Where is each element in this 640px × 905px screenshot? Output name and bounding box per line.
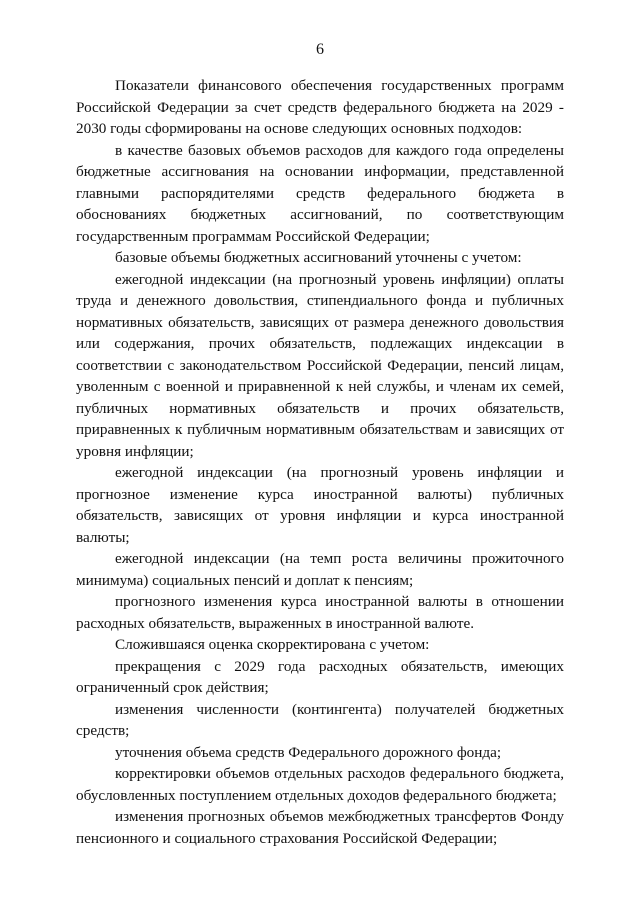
paragraph-annual-indexation-subsistence: ежегодной индексации (на темп роста величины прожиточного минимума) социальных пенсий и доплат к пенсиям;: [76, 550, 564, 589]
paragraph-estimate-adjusted: Сложившаяся оценка скорректирована с учетом:: [115, 636, 430, 653]
paragraph-annual-indexation-currency: ежегодной индексации (на прогнозный уровень инфляции и прогнозное изменение курса иностранной валюты) публичных обязательств, зависящих от уровня инфляции и курса иностранной валюты;: [76, 464, 564, 546]
paragraph-expense-adjustment: корректировки объемов отдельных расходов федерального бюджета, обусловленных поступлением отдельных доходов федерального бюджета;: [76, 765, 564, 804]
paragraph-base-volumes: в качестве базовых объемов расходов для каждого года определены бюджетные ассигнования на основании информации, представленной главными распорядителями средств федерального бюджета в обоснованиях бюджетных ассигнований, по соответствующим государственным программам Российской Федерации;: [76, 141, 564, 245]
paragraph-annual-indexation-inflation: ежегодной индексации (на прогнозный уровень инфляции) оплаты труда и денежного довольствия, стипендиального фонда и публичных нормативных обязательств, зависящих от размера денежного довольствия или содержания, прочих обязательств, подлежащих индексации в соответствии с законодательством Российской Федерации, пенсий лицам, уволенным с военной и приравненной к ней службы, и членам их семей, публичных нормативных обязательств и прочих обязательств, приравненных к публичным нормативным обязательствам и зависящих от уровня инфляции;: [76, 270, 564, 460]
paragraph-headcount-change: изменения численности (контингента) получателей бюджетных средств;: [76, 700, 564, 739]
page-number: 6: [316, 41, 324, 58]
paragraph-transfers-change: изменения прогнозных объемов межбюджетных трансфертов Фонду пенсионного и социального страхования Российской Федерации;: [76, 808, 564, 847]
paragraph-currency-change: прогнозного изменения курса иностранной валюты в отношении расходных обязательств, выраженных в иностранной валюте.: [76, 593, 564, 632]
paragraph-road-fund: уточнения объема средств Федерального дорожного фонда;: [115, 743, 502, 761]
paragraph-intro: Показатели финансового обеспечения государственных программ Российской Федерации за счет средств федерального бюджета на 2029 - 2030 годы сформированы на основе следующих основных подходов:: [76, 77, 564, 137]
document-body: [76, 75, 564, 849]
paragraph-refined-with: базовые объемы бюджетных ассигнований уточнены с учетом:: [115, 249, 522, 266]
paragraph-termination: прекращения с 2029 года расходных обязательств, имеющих ограниченный срок действия;: [76, 657, 564, 696]
